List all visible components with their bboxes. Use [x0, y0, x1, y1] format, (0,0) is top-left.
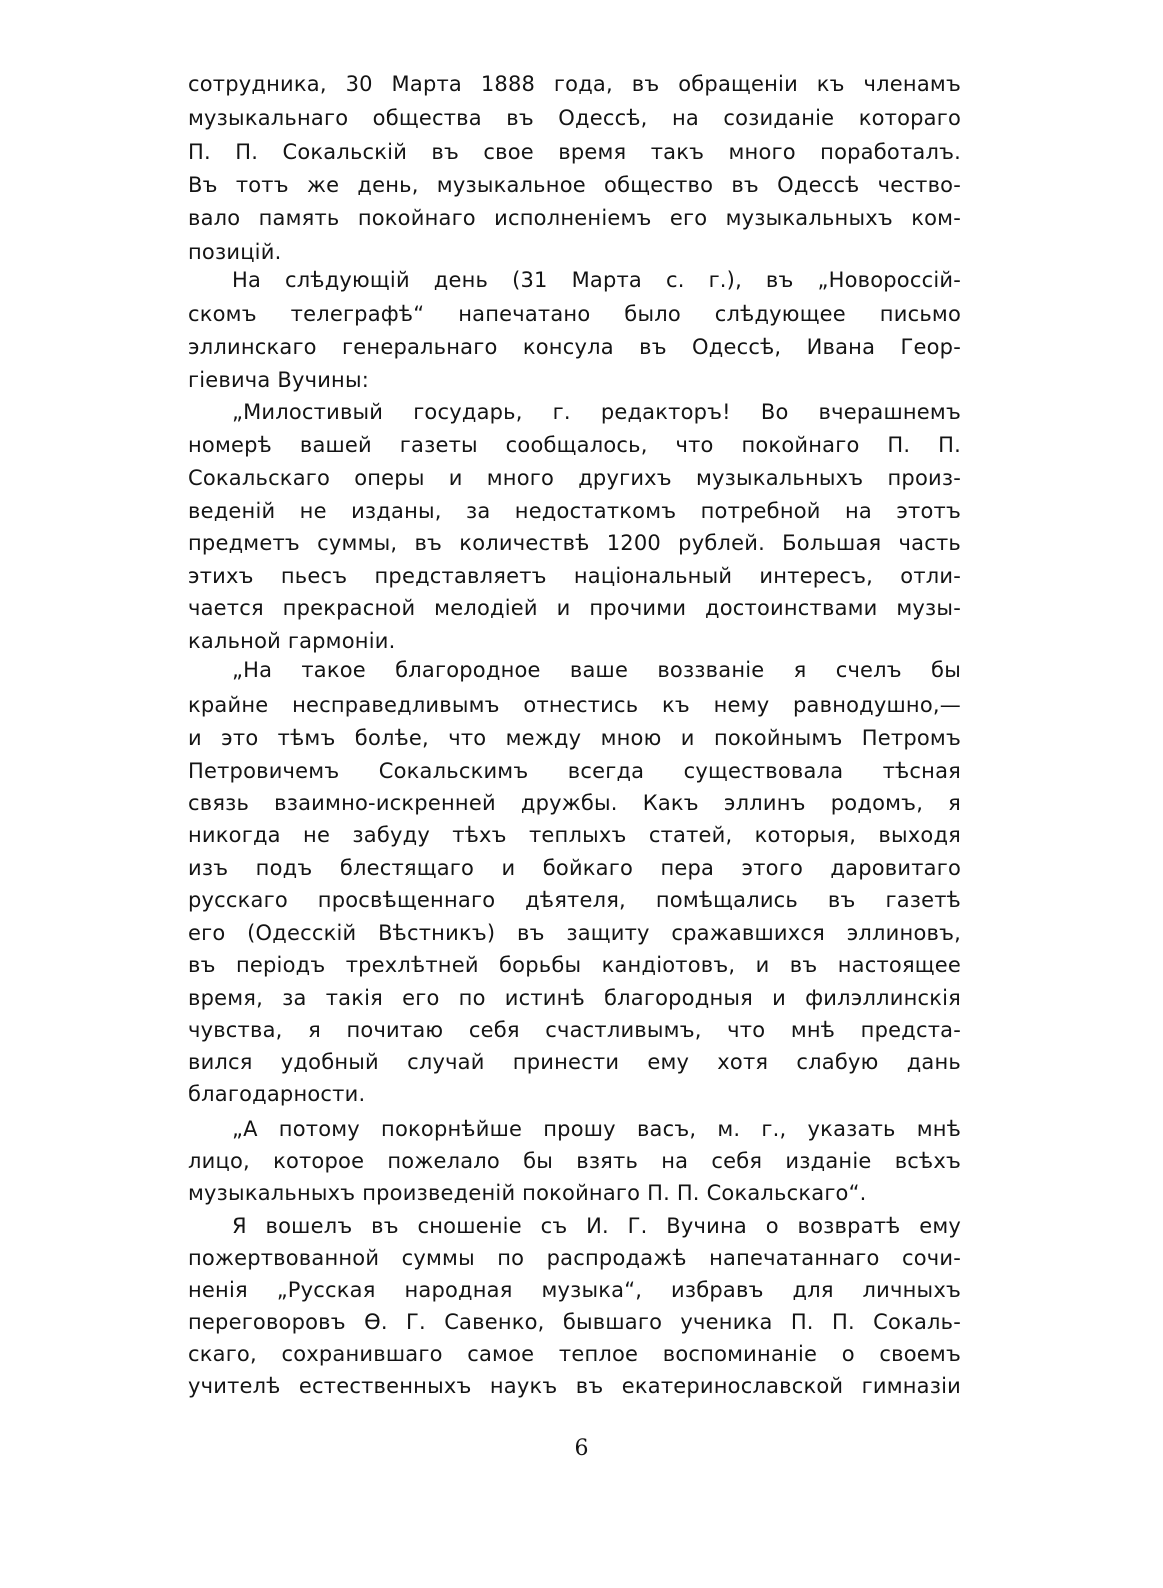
text-line: позицій. [188, 240, 282, 264]
text-line: его (Одесскій Вѣстникъ) въ защиту сражавшихся эллиновъ, [188, 921, 961, 945]
text-line: никогда не забуду тѣхъ теплыхъ статей, которыя, выходя [188, 823, 961, 847]
text-line: лицо, которое пожелало бы взять на себя изданіе всѣхъ [188, 1149, 961, 1173]
text-line: чается прекрасной мелодіей и прочими достоинствами музы- [188, 596, 961, 620]
text-line: Я вошелъ въ сношеніе съ И. Г. Вучина о возвратѣ ему [232, 1214, 961, 1238]
text-line: „На такое благородное ваше воззваніе я счелъ бы [232, 658, 961, 682]
text-line: пожертвованной суммы по распродажѣ напечатаннаго сочи- [188, 1246, 961, 1270]
text-line: кальной гармоніи. [188, 629, 396, 653]
text-line: крайне несправедливымъ отнестись къ нему равнодушно,— [188, 693, 961, 717]
text-line: изъ подъ блестящаго и бойкаго пера этого даровитаго [188, 856, 961, 880]
text-line: эллинскаго генеральнаго консула въ Одессѣ, Ивана Геор- [188, 335, 961, 359]
text-line: гіевича Вучины: [188, 368, 370, 392]
text-line: вился удобный случай принести ему хотя слабую дань [188, 1050, 961, 1074]
text-line: скомъ телеграфѣ“ напечатано было слѣдующее письмо [188, 302, 961, 326]
text-line: музыкальныхъ произведеній покойнаго П. П. Сокальскаго“. [188, 1181, 867, 1205]
text-line: чувства, я почитаю себя счастливымъ, что мнѣ предста- [188, 1018, 961, 1042]
text-line: Петровичемъ Сокальскимъ всегда существовала тѣсная [188, 759, 961, 783]
text-line: „Милостивый государь, г. редакторъ! Во вчерашнемъ [232, 400, 961, 424]
text-line: связь взаимно-искренней дружбы. Какъ эллинъ родомъ, я [188, 791, 961, 815]
text-line: и это тѣмъ болѣе, что между мною и покойнымъ Петромъ [188, 726, 961, 750]
text-line: музыкальнаго общества въ Одессѣ, на созиданіе котораго [188, 106, 961, 130]
text-line: сотрудника, 30 Марта 1888 года, въ обращеніи къ членамъ [188, 72, 961, 96]
page-number: 6 [574, 1436, 589, 1461]
text-line: вало память покойнаго исполненіемъ его музыкальныхъ ком- [188, 206, 961, 230]
text-line: скаго, сохранившаго самое теплое воспоминаніе о своемъ [188, 1342, 961, 1366]
text-line: время, за такія его по истинѣ благородныя и филэллинскія [188, 986, 961, 1010]
text-line: ненія „Русская народная музыка“, избравъ для личныхъ [188, 1278, 961, 1302]
text-line: Въ тотъ же день, музыкальное общество въ Одессѣ чество- [188, 173, 961, 197]
text-line: въ періодъ трехлѣтней борьбы кандіотовъ, и въ настоящее [188, 953, 961, 977]
text-line: предметъ суммы, въ количествѣ 1200 рублей. Большая часть [188, 531, 961, 555]
text-line: На слѣдующій день (31 Марта с. г.), въ „Новороссій- [232, 268, 961, 292]
text-line: благодарности. [188, 1082, 366, 1106]
text-line: Сокальскаго оперы и много другихъ музыкальныхъ произ- [188, 466, 961, 490]
text-line: учителѣ естественныхъ наукъ въ екатеринославской гимназіи [188, 1374, 961, 1398]
text-line: веденій не изданы, за недостаткомъ потребной на этотъ [188, 499, 961, 523]
text-line: „А потому покорнѣйше прошу васъ, м. г., указать мнѣ [232, 1117, 961, 1141]
text-line: переговоровъ Ѳ. Г. Савенко, бывшаго ученика П. П. Сокаль- [188, 1310, 961, 1334]
text-line: номерѣ вашей газеты сообщалось, что покойнаго П. П. [188, 433, 961, 457]
text-line: П. П. Сокальскій въ свое время такъ много поработалъ. [188, 140, 961, 164]
text-line: этихъ пьесъ представляетъ національный интересъ, отли- [188, 564, 961, 588]
text-line: русскаго просвѣщеннаго дѣятеля, помѣщались въ газетѣ [188, 888, 961, 912]
